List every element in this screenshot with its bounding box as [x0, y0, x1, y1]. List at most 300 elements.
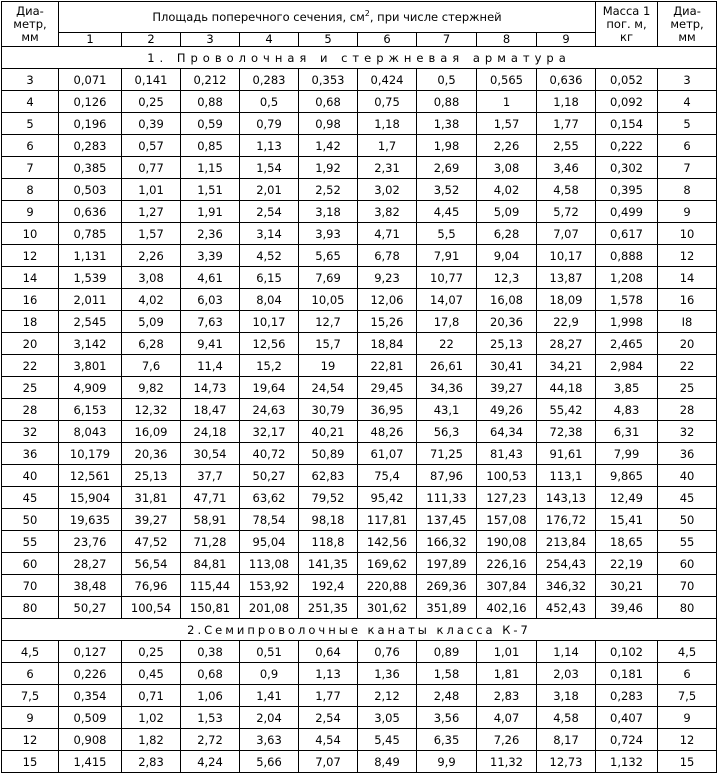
diameter-cell: 12: [2, 245, 59, 267]
area-cell: 34,36: [417, 377, 477, 399]
area-cell: 22,81: [358, 355, 417, 377]
area-title-superscript: 2: [364, 9, 370, 19]
area-cell: 2,54: [240, 201, 299, 223]
mass-cell: 1,998: [596, 311, 658, 333]
area-cell: 39,27: [122, 509, 181, 531]
area-cell: 2,83: [477, 685, 537, 707]
area-cell: 6,78: [358, 245, 417, 267]
area-cell: 452,43: [537, 597, 596, 619]
diameter-cell: 28: [2, 399, 59, 421]
table-row: [2, 179, 717, 201]
area-cell: 24,63: [240, 399, 299, 421]
area-cell: 10,77: [417, 267, 477, 289]
mass-cell: 0,222: [596, 135, 658, 157]
diameter-cell: 5: [658, 113, 717, 135]
diameter-right-label: Диа- метр, мм: [670, 3, 704, 44]
area-cell: 100,54: [122, 597, 181, 619]
area-cell: 117,81: [358, 509, 417, 531]
area-cell: 402,16: [477, 597, 537, 619]
bar-count-header: 7: [417, 33, 477, 47]
diameter-cell: 25: [2, 377, 59, 399]
area-cell: 19,635: [59, 509, 122, 531]
area-cell: 12,56: [240, 333, 299, 355]
diameter-cell: 7,5: [658, 685, 717, 707]
table-row: [2, 685, 717, 707]
section-title-row: [2, 619, 717, 641]
diameter-cell: 45: [658, 487, 717, 509]
section-title: 1. Проволочная и стержневая арматура: [2, 47, 717, 69]
diameter-cell: 25: [658, 377, 717, 399]
area-cell: 20,36: [122, 443, 181, 465]
table-row: [2, 311, 717, 333]
area-cell: 118,8: [299, 531, 358, 553]
diameter-cell: 80: [2, 597, 59, 619]
table-row: [2, 245, 717, 267]
area-cell: 0,127: [59, 641, 122, 663]
diameter-left-header: [2, 2, 59, 47]
area-cell: 31,81: [122, 487, 181, 509]
area-cell: 1,57: [477, 113, 537, 135]
area-cell: 10,17: [240, 311, 299, 333]
table-row: [2, 355, 717, 377]
mass-cell: 0,102: [596, 641, 658, 663]
table-row: [2, 201, 717, 223]
area-cell: 6,28: [122, 333, 181, 355]
diameter-cell: 15: [2, 751, 59, 773]
table-row: [2, 135, 717, 157]
area-cell: 1,18: [358, 113, 417, 135]
area-cell: 39,27: [477, 377, 537, 399]
mass-cell: 12,49: [596, 487, 658, 509]
area-cell: 10,05: [299, 289, 358, 311]
area-cell: 3,08: [122, 267, 181, 289]
area-cell: 3,93: [299, 223, 358, 245]
diameter-cell: 6: [658, 135, 717, 157]
diameter-cell: 9: [2, 707, 59, 729]
area-cell: 16,09: [122, 421, 181, 443]
diameter-cell: 10: [2, 223, 59, 245]
area-cell: 3,63: [240, 729, 299, 751]
table-row: [2, 157, 717, 179]
diameter-cell: 8: [2, 179, 59, 201]
area-cell: 0,509: [59, 707, 122, 729]
table-row: [2, 421, 717, 443]
mass-cell: 15,41: [596, 509, 658, 531]
mass-cell: 0,092: [596, 91, 658, 113]
diameter-cell: 9: [2, 201, 59, 223]
area-cell: 23,76: [59, 531, 122, 553]
area-cell: 142,56: [358, 531, 417, 553]
area-cell: 4,58: [537, 179, 596, 201]
area-cell: 0,385: [59, 157, 122, 179]
area-cell: 78,54: [240, 509, 299, 531]
area-cell: 18,09: [537, 289, 596, 311]
mass-cell: 1,208: [596, 267, 658, 289]
table-row: [2, 487, 717, 509]
area-cell: 0,64: [299, 641, 358, 663]
area-cell: 9,04: [477, 245, 537, 267]
area-cell: 56,54: [122, 553, 181, 575]
mass-cell: 0,283: [596, 685, 658, 707]
area-cell: 18,47: [181, 399, 240, 421]
area-cell: 8,17: [537, 729, 596, 751]
area-cell: 192,4: [299, 575, 358, 597]
table-row: [2, 91, 717, 113]
area-cell: 1,27: [122, 201, 181, 223]
area-cell: 1,82: [122, 729, 181, 751]
diameter-cell: 70: [658, 575, 717, 597]
area-cell: 1,13: [240, 135, 299, 157]
area-cell: 2,545: [59, 311, 122, 333]
bar-count-header: 3: [181, 33, 240, 47]
area-cell: 2,54: [299, 707, 358, 729]
diameter-cell: I8: [658, 311, 717, 333]
diameter-cell: 12: [658, 729, 717, 751]
area-cell: 72,38: [537, 421, 596, 443]
area-cell: 0,126: [59, 91, 122, 113]
area-cell: 1,18: [537, 91, 596, 113]
diameter-cell: 4: [658, 91, 717, 113]
area-cell: 79,52: [299, 487, 358, 509]
area-cell: 0,25: [122, 641, 181, 663]
diameter-cell: 10: [658, 223, 717, 245]
area-cell: 0,68: [181, 663, 240, 685]
area-cell: 190,08: [477, 531, 537, 553]
area-cell: 0,68: [299, 91, 358, 113]
area-cell: 3,05: [358, 707, 417, 729]
area-cell: 0,283: [240, 69, 299, 91]
table-row: [2, 597, 717, 619]
diameter-cell: 70: [2, 575, 59, 597]
area-cell: 10,17: [537, 245, 596, 267]
mass-cell: 39,46: [596, 597, 658, 619]
area-cell: 0,785: [59, 223, 122, 245]
diameter-cell: 4,5: [2, 641, 59, 663]
area-cell: 269,36: [417, 575, 477, 597]
area-cell: 30,54: [181, 443, 240, 465]
area-cell: 37,7: [181, 465, 240, 487]
diameter-cell: 32: [2, 421, 59, 443]
area-cell: 4,02: [122, 289, 181, 311]
area-cell: 14,73: [181, 377, 240, 399]
area-cell: 3,08: [477, 157, 537, 179]
area-cell: 176,72: [537, 509, 596, 531]
area-cell: 0,45: [122, 663, 181, 685]
table-row: [2, 553, 717, 575]
bar-count-header: 4: [240, 33, 299, 47]
area-cell: 47,71: [181, 487, 240, 509]
area-cell: 1,415: [59, 751, 122, 773]
area-cell: 25,13: [122, 465, 181, 487]
diameter-cell: 15: [658, 751, 717, 773]
table-row: [2, 399, 717, 421]
diameter-cell: 36: [2, 443, 59, 465]
table-row: [2, 333, 717, 355]
mass-cell: 18,65: [596, 531, 658, 553]
area-cell: 0,196: [59, 113, 122, 135]
area-cell: 3,14: [240, 223, 299, 245]
area-cell: 4,61: [181, 267, 240, 289]
area-cell: 0,59: [181, 113, 240, 135]
diameter-cell: 6: [2, 135, 59, 157]
area-cell: 0,38: [181, 641, 240, 663]
area-cell: 3,18: [299, 201, 358, 223]
diameter-cell: 50: [658, 509, 717, 531]
area-cell: 4,54: [299, 729, 358, 751]
mass-cell: 7,99: [596, 443, 658, 465]
area-cell: 7,07: [299, 751, 358, 773]
area-cell: 56,3: [417, 421, 477, 443]
diameter-cell: 22: [2, 355, 59, 377]
area-cell: 1,15: [181, 157, 240, 179]
area-cell: 1,81: [477, 663, 537, 685]
area-cell: 5,65: [299, 245, 358, 267]
area-cell: 1,91: [181, 201, 240, 223]
area-cell: 0,51: [240, 641, 299, 663]
area-cell: 7,6: [122, 355, 181, 377]
area-cell: 307,84: [477, 575, 537, 597]
area-cell: 9,41: [181, 333, 240, 355]
area-cell: 15,26: [358, 311, 417, 333]
table-row: [2, 575, 717, 597]
area-cell: 5,09: [477, 201, 537, 223]
area-cell: 1,36: [358, 663, 417, 685]
diameter-cell: 3: [658, 69, 717, 91]
area-cell: 169,62: [358, 553, 417, 575]
section-title: 2.Семипроволочные канаты класса К-7: [2, 619, 717, 641]
mass-cell: 0,499: [596, 201, 658, 223]
area-cell: 19,64: [240, 377, 299, 399]
area-cell: 30,41: [477, 355, 537, 377]
area-cell: 5,66: [240, 751, 299, 773]
area-cell: 7,07: [537, 223, 596, 245]
area-cell: 3,801: [59, 355, 122, 377]
diameter-cell: 7,5: [2, 685, 59, 707]
rebar-area-table: [1, 1, 717, 773]
diameter-cell: 16: [658, 289, 717, 311]
area-cell: 15,7: [299, 333, 358, 355]
area-cell: 12,32: [122, 399, 181, 421]
area-cell: 4,909: [59, 377, 122, 399]
table-row: [2, 443, 717, 465]
bar-count-header: 5: [299, 33, 358, 47]
area-cell: 64,34: [477, 421, 537, 443]
area-cell: 28,27: [59, 553, 122, 575]
diameter-cell: 14: [2, 267, 59, 289]
area-cell: 0,39: [122, 113, 181, 135]
area-cell: 6,153: [59, 399, 122, 421]
diameter-cell: 32: [658, 421, 717, 443]
area-cell: 14,07: [417, 289, 477, 311]
area-cell: 6,15: [240, 267, 299, 289]
area-cell: 95,42: [358, 487, 417, 509]
mass-cell: 4,83: [596, 399, 658, 421]
area-cell: 115,44: [181, 575, 240, 597]
area-cell: 1,77: [299, 685, 358, 707]
area-cell: 6,35: [417, 729, 477, 751]
mass-cell: 0,154: [596, 113, 658, 135]
table-row: [2, 289, 717, 311]
section-title-row: [2, 47, 717, 69]
area-cell: 3,02: [358, 179, 417, 201]
area-cell: 12,06: [358, 289, 417, 311]
area-cell: 111,33: [417, 487, 477, 509]
area-cell: 9,9: [417, 751, 477, 773]
diameter-cell: 6: [658, 663, 717, 685]
area-cell: 4,24: [181, 751, 240, 773]
area-cell: 3,39: [181, 245, 240, 267]
area-cell: 251,35: [299, 597, 358, 619]
area-cell: 153,92: [240, 575, 299, 597]
table-row: [2, 113, 717, 135]
area-cell: 75,4: [358, 465, 417, 487]
diameter-cell: 4: [2, 91, 59, 113]
area-cell: 1,53: [181, 707, 240, 729]
table-header: [2, 2, 717, 47]
area-cell: 49,26: [477, 399, 537, 421]
diameter-cell: 12: [2, 729, 59, 751]
area-cell: 0,141: [122, 69, 181, 91]
area-cell: 0,88: [417, 91, 477, 113]
diameter-cell: 55: [658, 531, 717, 553]
area-cell: 0,424: [358, 69, 417, 91]
mass-cell: 22,19: [596, 553, 658, 575]
bar-count-header: 9: [537, 33, 596, 47]
diameter-cell: 55: [2, 531, 59, 553]
area-cell: 81,43: [477, 443, 537, 465]
area-cell: 1,01: [477, 641, 537, 663]
table-row: [2, 267, 717, 289]
area-cell: 100,53: [477, 465, 537, 487]
area-cell: 5,5: [417, 223, 477, 245]
area-cell: 2,72: [181, 729, 240, 751]
area-cell: 2,36: [181, 223, 240, 245]
area-cell: 17,8: [417, 311, 477, 333]
diameter-cell: 36: [658, 443, 717, 465]
area-cell: 0,354: [59, 685, 122, 707]
area-cell: 20,36: [477, 311, 537, 333]
area-cell: 3,46: [537, 157, 596, 179]
area-cell: 50,89: [299, 443, 358, 465]
area-cell: 1,92: [299, 157, 358, 179]
area-cell: 346,32: [537, 575, 596, 597]
area-cell: 50,27: [240, 465, 299, 487]
mass-cell: 0,888: [596, 245, 658, 267]
diameter-cell: 12: [658, 245, 717, 267]
area-cell: 2,04: [240, 707, 299, 729]
mass-cell: 0,302: [596, 157, 658, 179]
area-cell: 3,142: [59, 333, 122, 355]
mass-cell: 2,984: [596, 355, 658, 377]
mass-cell: 0,617: [596, 223, 658, 245]
area-cell: 0,503: [59, 179, 122, 201]
area-cell: 166,32: [417, 531, 477, 553]
area-cell: 0,5: [240, 91, 299, 113]
area-cell: 0,636: [59, 201, 122, 223]
area-cell: 201,08: [240, 597, 299, 619]
area-cell: 44,18: [537, 377, 596, 399]
area-cell: 2,01: [240, 179, 299, 201]
area-cell: 0,76: [358, 641, 417, 663]
area-cell: 150,81: [181, 597, 240, 619]
area-cell: 0,636: [537, 69, 596, 91]
diameter-cell: 4,5: [658, 641, 717, 663]
diameter-cell: 8: [658, 179, 717, 201]
mass-cell: 1,132: [596, 751, 658, 773]
area-cell: 0,85: [181, 135, 240, 157]
area-cell: 0,212: [181, 69, 240, 91]
area-cell: 113,08: [240, 553, 299, 575]
table-row: [2, 663, 717, 685]
diameter-cell: 14: [658, 267, 717, 289]
area-cell: 28,27: [537, 333, 596, 355]
area-cell: 62,83: [299, 465, 358, 487]
table-row: [2, 69, 717, 91]
area-cell: 0,9: [240, 663, 299, 685]
bar-count-header: 1: [59, 33, 122, 47]
area-cell: 113,1: [537, 465, 596, 487]
area-cell: 36,95: [358, 399, 417, 421]
area-cell: 127,23: [477, 487, 537, 509]
area-cell: 50,27: [59, 597, 122, 619]
area-cell: 0,565: [477, 69, 537, 91]
area-cell: 0,89: [417, 641, 477, 663]
area-cell: 34,21: [537, 355, 596, 377]
area-cell: 0,88: [181, 91, 240, 113]
area-cell: 351,89: [417, 597, 477, 619]
area-cell: 2,83: [122, 751, 181, 773]
table-row: [2, 641, 717, 663]
area-cell: 9,23: [358, 267, 417, 289]
area-cell: 1,01: [122, 179, 181, 201]
area-cell: 2,52: [299, 179, 358, 201]
area-cell: 40,72: [240, 443, 299, 465]
area-cell: 8,49: [358, 751, 417, 773]
table-row: [2, 729, 717, 751]
area-cell: 40,21: [299, 421, 358, 443]
area-cell: 137,45: [417, 509, 477, 531]
diameter-cell: 22: [658, 355, 717, 377]
area-cell: 0,25: [122, 91, 181, 113]
area-cell: 11,32: [477, 751, 537, 773]
area-cell: 0,226: [59, 663, 122, 685]
area-cell: 15,904: [59, 487, 122, 509]
mass-label: Масса 1 пог. м, кг: [602, 3, 651, 44]
area-cell: 2,55: [537, 135, 596, 157]
area-cell: 1,06: [181, 685, 240, 707]
area-cell: 0,071: [59, 69, 122, 91]
area-cell: 25,13: [477, 333, 537, 355]
bar-count-header: 6: [358, 33, 417, 47]
area-cell: 1: [477, 91, 537, 113]
area-cell: 24,18: [181, 421, 240, 443]
area-cell: 22: [417, 333, 477, 355]
mass-cell: 0,052: [596, 69, 658, 91]
area-title-suffix: , при числе стержней: [369, 10, 502, 24]
diameter-cell: 9: [658, 707, 717, 729]
bar-count-header: 2: [122, 33, 181, 47]
table-row: [2, 377, 717, 399]
area-cell: 1,98: [417, 135, 477, 157]
area-cell: 5,72: [537, 201, 596, 223]
diameter-cell: 18: [2, 311, 59, 333]
mass-cell: 0,407: [596, 707, 658, 729]
area-cell: 8,043: [59, 421, 122, 443]
area-cell: 71,28: [181, 531, 240, 553]
area-cell: 87,96: [417, 465, 477, 487]
area-cell: 76,96: [122, 575, 181, 597]
area-cell: 0,353: [299, 69, 358, 91]
